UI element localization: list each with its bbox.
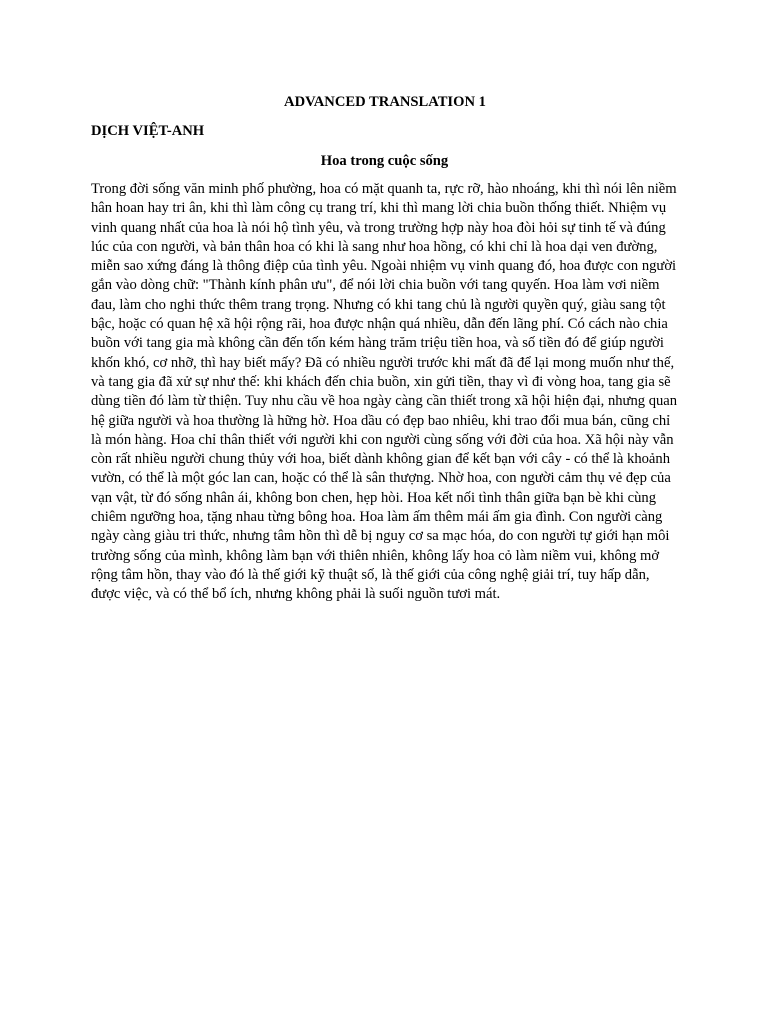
document-title: ADVANCED TRANSLATION 1 — [284, 94, 486, 110]
document-page — [91, 93, 678, 605]
article-title: Hoa trong cuộc sống — [320, 153, 449, 169]
body-paragraph: Trong đời sống văn minh phố phường, hoa có mặt quanh ta, rực rỡ, hào nhoáng, khi thì nói lên niềm hân hoan hay tri ân, khi thì làm công cụ trang trí, khi thì mang lời chia buồn thống thiết. Nhiệm vụ vinh quang nhất của hoa là nói hộ tình yêu, và trong trường hợp này hoa đòi hỏi sự tinh tế và đúng lúc của con người, và bản thân hoa có khi là sang như hoa hồng, có khi chỉ là hoa dại ven đường, miễn sao xứng đáng là thông điệp của tình yêu. Ngoài nhiệm vụ vinh quang đó, hoa được con người gắn vào dòng chữ: "Thành kính phân ưu", để nói lời chia buồn với tang quyến. Hoa làm vơi niềm đau, làm cho nghi thức thêm trang trọng. Nhưng có khi tang chủ là người quyền quý, giàu sang tột bậc, hoặc có quan hệ xã hội rộng rãi, hoa được nhận quá nhiều, dẫn đến lãng phí. Có cách nào chia buồn với tang gia mà không cần đến tốn kém hàng trăm triệu tiền hoa, và số tiền đó để giúp người khốn khó, cơ nhỡ, thì hay biết mấy? Đã có nhiều người trước khi mất đã để lại mong muốn như thế, và tang gia đã xử sự như thế: khi khách đến chia buồn, xin gửi tiền, thay vì đi vòng hoa, tang gia sẽ dùng tiền đó làm từ thiện. Tuy nhu cầu về hoa ngày càng cần thiết trong xã hội hiện đại, nhưng quan hệ giữa người và hoa thường là hững hờ. Hoa dầu có đẹp bao nhiêu, khi trao đổi mua bán, cũng chỉ là món hàng. Hoa chỉ thân thiết với người khi con người cùng sống với đời của hoa. Xã hội này vẫn còn rất nhiều người chung thủy với hoa, biết dành không gian để kết bạn với cây - có thể là khoảnh vườn, có thể là một góc lan can, hoặc có thể là sân thượng. Nhờ hoa, con người cảm thụ vẻ đẹp của vạn vật, từ đó sống nhân ái, không bon chen, hẹp hòi. Hoa kết nối tình thân giữa bạn bè khi cùng chiêm ngưỡng hoa, tặng nhau từng bông hoa. Hoa làm ấm thêm mái ấm gia đình. Con người càng ngày càng giàu tri thức, nhưng tâm hồn thì dễ bị nguy cơ sa mạc hóa, do con người tự giới hạn môi trường sống của mình, không làm bạn với thiên nhiên, không lấy hoa cỏ làm niềm vui, không mở rộng tâm hồn, thay vào đó là thế giới kỹ thuật số, là thế giới của công nghệ giải trí, tuy hấp dẫn, được việc, và có thể bổ ích, nhưng không phải là suối nguồn tươi mát. — [91, 181, 678, 603]
section-heading: DỊCH VIỆT-ANH — [91, 123, 205, 139]
